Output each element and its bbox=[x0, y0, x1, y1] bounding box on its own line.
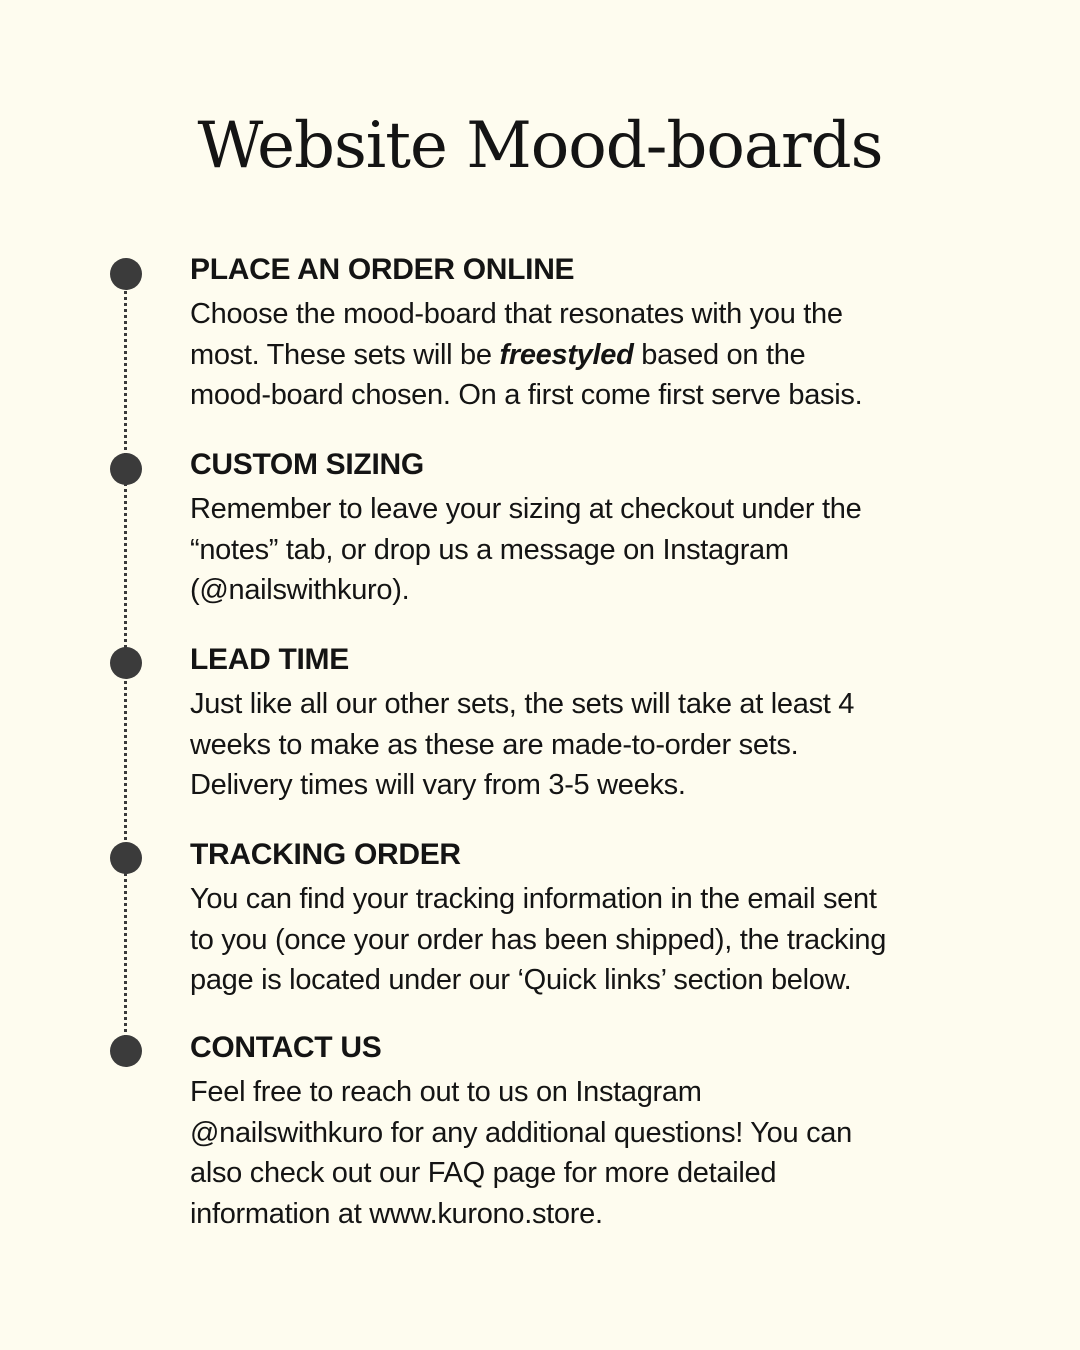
text-run: most. These sets will be bbox=[190, 338, 500, 371]
step-line: You can find your tracking information in the email sent bbox=[190, 883, 877, 915]
step-description bbox=[190, 684, 970, 806]
step-line: weeks to make as these are made-to-order sets. bbox=[190, 728, 799, 761]
step-description bbox=[190, 489, 970, 611]
step-line: to you (once your order has been shipped), the tracking bbox=[190, 923, 887, 956]
step-line: @nailswithkuro for any additional questions! You can bbox=[190, 1116, 852, 1149]
timeline-dot bbox=[110, 258, 142, 290]
step-line: also check out our FAQ page for more detailed bbox=[190, 1157, 777, 1189]
timeline-dot bbox=[110, 453, 142, 485]
timeline-dot bbox=[110, 842, 142, 874]
step-line: page is located under our ‘Quick links’ section below. bbox=[190, 964, 852, 996]
step-description bbox=[190, 879, 970, 1001]
step-line: Choose the mood-board that resonates with you the bbox=[190, 298, 843, 330]
timeline-dot bbox=[110, 1035, 142, 1067]
step-description bbox=[190, 1072, 970, 1234]
step-heading: PLACE AN ORDER ONLINE bbox=[190, 253, 575, 286]
step-line: mood-board chosen. On a first come first serve basis. bbox=[190, 379, 863, 411]
page-title: Website Mood-boards bbox=[197, 109, 883, 183]
step-heading: LEAD TIME bbox=[190, 643, 349, 676]
timeline-dot bbox=[110, 647, 142, 679]
step-line: Feel free to reach out to us on Instagram bbox=[190, 1076, 702, 1108]
step-heading: CONTACT US bbox=[190, 1031, 382, 1064]
step-line: Remember to leave your sizing at checkout under the bbox=[190, 493, 862, 525]
step-line: Just like all our other sets, the sets will take at least 4 bbox=[190, 688, 855, 720]
step-line: (@nailswithkuro). bbox=[190, 574, 410, 606]
step-description bbox=[190, 294, 970, 416]
text-run: based on the bbox=[633, 338, 806, 371]
step-line: Delivery times will vary from 3-5 weeks. bbox=[190, 769, 686, 801]
step-line: information at www.kurono.store. bbox=[190, 1197, 603, 1230]
step-line bbox=[190, 335, 970, 376]
step-heading: TRACKING ORDER bbox=[190, 838, 461, 871]
emphasis-freestyled: freestyled bbox=[499, 338, 634, 371]
step-heading: CUSTOM SIZING bbox=[190, 448, 424, 481]
step-line: “notes” tab, or drop us a message on Instagram bbox=[190, 533, 789, 566]
